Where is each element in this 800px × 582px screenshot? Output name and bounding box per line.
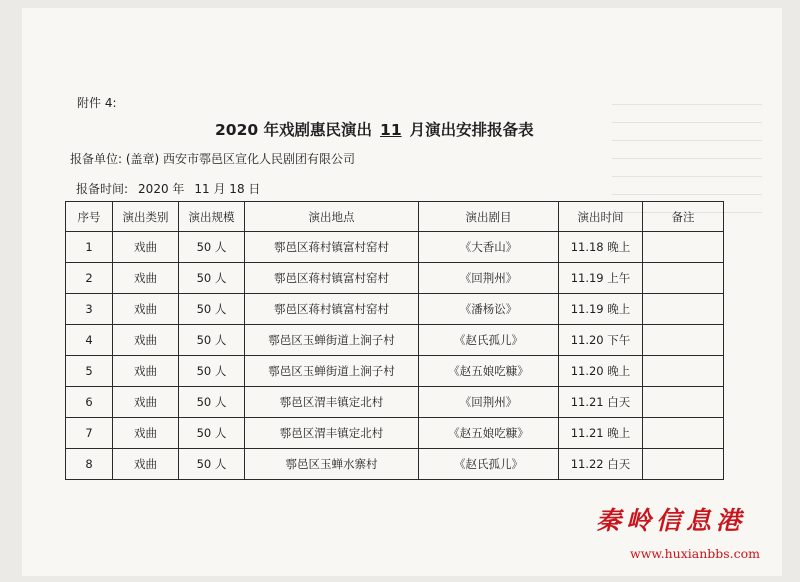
header-scale: 演出规模 bbox=[179, 202, 245, 232]
cell-scale: 50 人 bbox=[179, 294, 245, 325]
cell-category: 戏曲 bbox=[113, 232, 179, 263]
table-row bbox=[66, 356, 724, 387]
cell-index: 6 bbox=[66, 387, 113, 418]
cell-location: 鄠邑区玉蝉水寨村 bbox=[245, 449, 419, 480]
cell-time: 11.20 下午 bbox=[559, 325, 643, 356]
cell-scale: 50 人 bbox=[179, 356, 245, 387]
cell-remarks bbox=[643, 325, 724, 356]
table-row bbox=[66, 294, 724, 325]
cell-program: 《赵氏孤儿》 bbox=[419, 449, 559, 480]
cell-index: 3 bbox=[66, 294, 113, 325]
reporting-date bbox=[76, 180, 260, 197]
org-label: 报备单位: bbox=[70, 152, 123, 166]
attachment-label: 附件 4: bbox=[77, 96, 117, 110]
show-through-lines bbox=[612, 104, 762, 214]
title-prefix: 2020 年戏剧惠民演出 bbox=[215, 121, 373, 139]
table-row bbox=[66, 387, 724, 418]
table-row bbox=[66, 418, 724, 449]
title-suffix: 月演出安排报备表 bbox=[409, 121, 534, 139]
cell-scale: 50 人 bbox=[179, 263, 245, 294]
cell-category: 戏曲 bbox=[113, 418, 179, 449]
cell-remarks bbox=[643, 294, 724, 325]
cell-remarks bbox=[643, 449, 724, 480]
header-location: 演出地点 bbox=[245, 202, 419, 232]
table-row bbox=[66, 449, 724, 480]
cell-location: 鄠邑区玉蝉街道上涧子村 bbox=[245, 356, 419, 387]
cell-location: 鄠邑区蒋村镇富村窑村 bbox=[245, 294, 419, 325]
cell-location: 鄠邑区渭丰镇定北村 bbox=[245, 418, 419, 449]
cell-location: 鄠邑区玉蝉街道上涧子村 bbox=[245, 325, 419, 356]
header-remarks: 备注 bbox=[643, 202, 724, 232]
cell-index: 8 bbox=[66, 449, 113, 480]
cell-remarks bbox=[643, 418, 724, 449]
watermark-url: www.huxianbbs.com bbox=[630, 546, 761, 561]
header-program: 演出剧目 bbox=[419, 202, 559, 232]
cell-program: 《潘杨讼》 bbox=[419, 294, 559, 325]
title-month: 11 bbox=[380, 121, 402, 139]
cell-program: 《回荆州》 bbox=[419, 387, 559, 418]
cell-time: 11.22 白天 bbox=[559, 449, 643, 480]
cell-program: 《回荆州》 bbox=[419, 263, 559, 294]
cell-index: 5 bbox=[66, 356, 113, 387]
cell-time: 11.21 晚上 bbox=[559, 418, 643, 449]
header-time: 演出时间 bbox=[559, 202, 643, 232]
cell-time: 11.18 晚上 bbox=[559, 232, 643, 263]
cell-category: 戏曲 bbox=[113, 387, 179, 418]
cell-category: 戏曲 bbox=[113, 294, 179, 325]
cell-program: 《赵五娘吃糠》 bbox=[419, 356, 559, 387]
cell-category: 戏曲 bbox=[113, 325, 179, 356]
date-label: 报备时间: bbox=[76, 182, 129, 196]
table-row bbox=[66, 263, 724, 294]
cell-scale: 50 人 bbox=[179, 325, 245, 356]
org-value: (盖章) 西安市鄠邑区宣化人民剧团有限公司 bbox=[125, 152, 356, 166]
cell-scale: 50 人 bbox=[179, 232, 245, 263]
cell-category: 戏曲 bbox=[113, 449, 179, 480]
cell-program: 《赵五娘吃糠》 bbox=[419, 418, 559, 449]
header-category: 演出类别 bbox=[113, 202, 179, 232]
table-row bbox=[66, 232, 724, 263]
cell-category: 戏曲 bbox=[113, 263, 179, 294]
cell-time: 11.20 晚上 bbox=[559, 356, 643, 387]
cell-scale: 50 人 bbox=[179, 449, 245, 480]
cell-index: 1 bbox=[66, 232, 113, 263]
cell-remarks bbox=[643, 232, 724, 263]
table-header-row bbox=[66, 202, 724, 232]
cell-index: 4 bbox=[66, 325, 113, 356]
cell-scale: 50 人 bbox=[179, 418, 245, 449]
header-index: 序号 bbox=[66, 202, 113, 232]
cell-program: 《赵氏孤儿》 bbox=[419, 325, 559, 356]
cell-location: 鄠邑区蒋村镇富村窑村 bbox=[245, 263, 419, 294]
cell-category: 戏曲 bbox=[113, 356, 179, 387]
cell-index: 7 bbox=[66, 418, 113, 449]
cell-time: 11.19 晚上 bbox=[559, 294, 643, 325]
cell-index: 2 bbox=[66, 263, 113, 294]
cell-scale: 50 人 bbox=[179, 387, 245, 418]
table-row bbox=[66, 325, 724, 356]
cell-location: 鄠邑区渭丰镇定北村 bbox=[245, 387, 419, 418]
cell-remarks bbox=[643, 387, 724, 418]
cell-remarks bbox=[643, 263, 724, 294]
cell-remarks bbox=[643, 356, 724, 387]
page-title bbox=[215, 118, 534, 140]
cell-time: 11.21 白天 bbox=[559, 387, 643, 418]
date-year: 2020 年 bbox=[138, 182, 185, 196]
cell-time: 11.19 上午 bbox=[559, 263, 643, 294]
reporting-organization bbox=[70, 150, 355, 167]
cell-program: 《大香山》 bbox=[419, 232, 559, 263]
schedule-table bbox=[65, 201, 724, 480]
watermark-text: 秦岭信息港 bbox=[596, 506, 747, 535]
date-month-day: 11 月 18 日 bbox=[194, 182, 261, 196]
cell-location: 鄠邑区蒋村镇富村窑村 bbox=[245, 232, 419, 263]
